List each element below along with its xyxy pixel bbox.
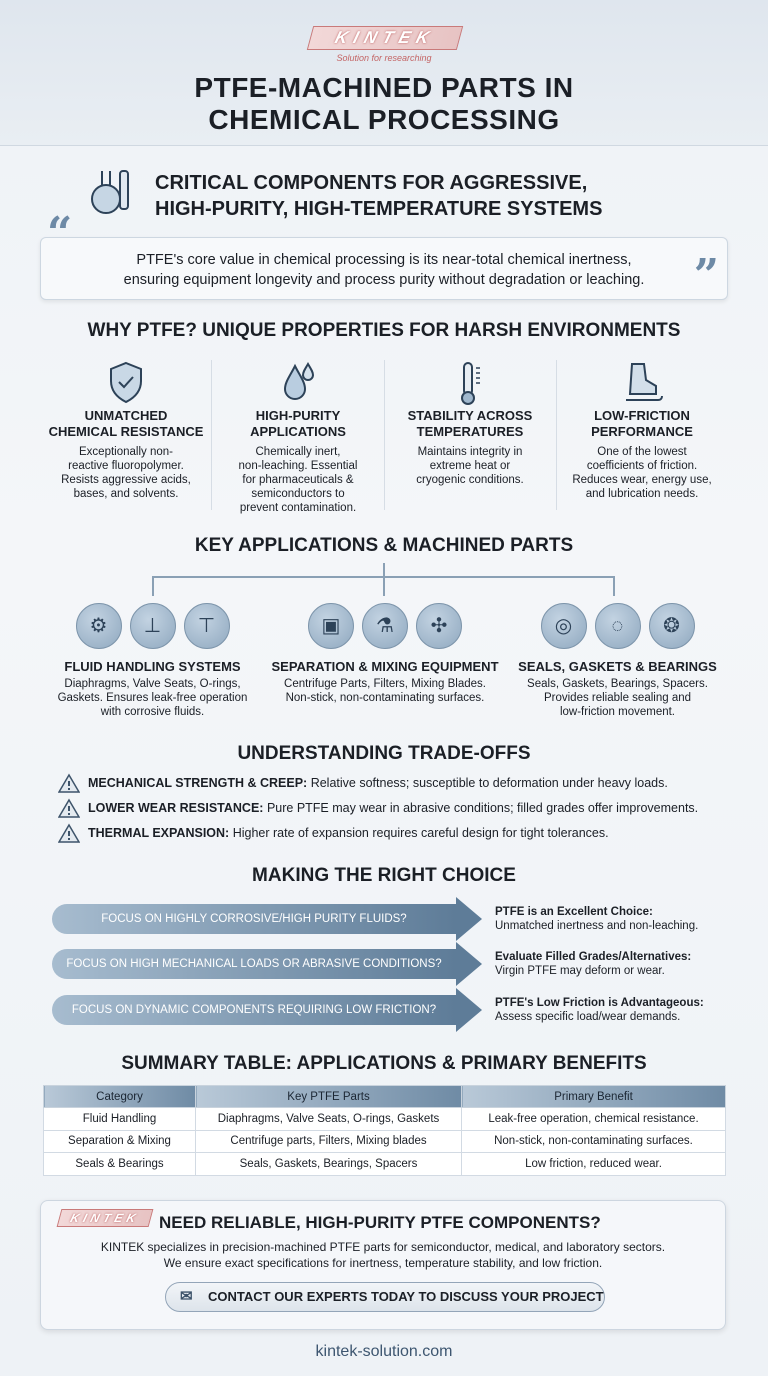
- property-desc: Exceptionally non- reactive fluoropolymer. Resists aggressive acids, bases, and solvents.: [61, 446, 191, 500]
- seal-ring-icon: ◎: [541, 603, 587, 649]
- header: [0, 0, 768, 146]
- property-card: [384, 360, 556, 487]
- shield-check-icon: [40, 360, 212, 404]
- tradeoff-item: LOWER WEAR RESISTANCE: Pure PTFE may wear in abrasive conditions; filled grades offer improvements.: [88, 801, 698, 815]
- table-cell: Diaphragms, Valve Seats, O-rings, Gaskets: [196, 1108, 462, 1131]
- page-title: PTFE-MACHINED PARTS IN CHEMICAL PROCESSING: [194, 72, 574, 135]
- droplet-icon: [212, 360, 384, 404]
- table-row: [44, 1108, 726, 1131]
- column-header: Category: [44, 1086, 196, 1108]
- warning-icon: [58, 773, 80, 793]
- gasket-icon: ◌: [595, 603, 641, 649]
- mixing-blade-icon: ✣: [416, 603, 462, 649]
- property-title: LOW-FRICTION PERFORMANCE: [591, 408, 693, 439]
- application-group-fluid: ⚙ ⊥ ⊤ FLUID HANDLING SYSTEMS Diaphragms, Valve Seats, O-rings, Gaskets. Ensures leak-free operation with corrosive fluids.: [40, 603, 265, 719]
- ice-skate-icon: [556, 360, 728, 404]
- table-cell: Low friction, reduced wear.: [462, 1153, 726, 1176]
- property-desc: Chemically inert, non-leaching. Essential for pharmaceuticals & semiconductors to prevent contamination.: [238, 446, 358, 514]
- cta-text: KINTEK specializes in precision-machined PTFE parts for semiconductor, medical, and laboratory sectors. We ensure exact specifications for inertness, temperature stability, and low friction.: [100, 1240, 666, 1270]
- pipe-valve-icon: ⊤: [184, 603, 230, 649]
- table-cell: Centrifuge parts, Filters, Mixing blades: [196, 1130, 462, 1153]
- choice-heading: MAKING THE RIGHT CHOICE: [252, 865, 516, 886]
- warning-icon: [58, 798, 80, 818]
- open-quote-icon: “: [47, 208, 73, 259]
- application-group-seals: ◎ ◌ ❂ SEALS, GASKETS & BEARINGS Seals, Gaskets, Bearings, Spacers. Provides reliable sealing and low-friction movement.: [505, 603, 730, 719]
- property-title: HIGH-PURITY APPLICATIONS: [250, 408, 346, 439]
- tradeoff-item: MECHANICAL STRENGTH & CREEP: Relative softness; susceptible to deformation under heavy loads.: [88, 776, 668, 790]
- section-subtitle: CRITICAL COMPONENTS FOR AGGRESSIVE, HIGH-PURITY, HIGH-TEMPERATURE SYSTEMS: [155, 172, 603, 220]
- logo-tagline: Solution for researching: [336, 53, 432, 63]
- tree-line: [613, 576, 615, 596]
- tree-line: [383, 576, 385, 596]
- chat-icon: ✉: [180, 1288, 193, 1305]
- table-cell: Fluid Handling: [44, 1108, 196, 1131]
- table-cell: Seals & Bearings: [44, 1153, 196, 1176]
- choice-result: PTFE is an Excellent Choice: Unmatched inertness and non-leaching.: [495, 906, 699, 932]
- lab-flask-icon: [88, 163, 142, 217]
- summary-heading: SUMMARY TABLE: APPLICATIONS & PRIMARY BENEFITS: [121, 1053, 647, 1074]
- tree-line: [152, 576, 154, 596]
- close-quote-icon: ”: [693, 250, 719, 301]
- column-header: Primary Benefit: [462, 1086, 726, 1108]
- button-label: CONTACT OUR EXPERTS TODAY TO DISCUSS YOUR PROJECT: [208, 1289, 604, 1304]
- centrifuge-icon: ▣: [308, 603, 354, 649]
- application-group-separation: ▣ ⚗ ✣ SEPARATION & MIXING EQUIPMENT Centrifuge Parts, Filters, Mixing Blades. Non-stick, non-contaminating surfaces.: [265, 603, 505, 705]
- property-card: [40, 360, 212, 501]
- property-desc: One of the lowest coefficients of friction. Reduces wear, energy use, and lubrication needs.: [572, 446, 712, 500]
- property-title: STABILITY ACROSS TEMPERATURES: [407, 408, 533, 439]
- why-heading: WHY PTFE? UNIQUE PROPERTIES FOR HARSH ENVIRONMENTS: [87, 320, 681, 341]
- table-cell: Non-stick, non-contaminating surfaces.: [462, 1130, 726, 1153]
- tree-line: [383, 563, 385, 577]
- choice-result: Evaluate Filled Grades/Alternatives: Virgin PTFE may deform or wear.: [495, 951, 692, 977]
- table-row: [44, 1153, 726, 1176]
- property-card: [556, 360, 728, 501]
- property-desc: Maintains integrity in extreme heat or cryogenic conditions.: [416, 446, 524, 486]
- column-header: Key PTFE Parts: [196, 1086, 462, 1108]
- cta-heading: NEED RELIABLE, HIGH-PURITY PTFE COMPONENTS?: [159, 1213, 601, 1232]
- table-cell: Separation & Mixing: [44, 1130, 196, 1153]
- table-cell: Seals, Gaskets, Bearings, Spacers: [196, 1153, 462, 1176]
- thermometer-icon: [384, 360, 556, 406]
- table-cell: Leak-free operation, chemical resistance.: [462, 1108, 726, 1131]
- property-title: UNMATCHED CHEMICAL RESISTANCE: [48, 408, 204, 439]
- pump-icon: ⚙: [76, 603, 122, 649]
- flask-icon: ⚗: [362, 603, 408, 649]
- contact-experts-button[interactable]: [165, 1282, 605, 1312]
- table-row: [44, 1130, 726, 1153]
- warning-icon: [58, 823, 80, 843]
- kintek-logo: KINTEK: [57, 1209, 154, 1227]
- applications-heading: KEY APPLICATIONS & MACHINED PARTS: [194, 535, 574, 556]
- summary-table: [43, 1085, 726, 1176]
- property-card: [212, 360, 384, 515]
- kintek-logo: KINTEK: [307, 26, 463, 50]
- footer-url[interactable]: kintek-solution.com: [315, 1343, 453, 1360]
- bearing-icon: ❂: [649, 603, 695, 649]
- choice-result: PTFE's Low Friction is Advantageous: Assess specific load/wear demands.: [495, 997, 704, 1023]
- valve-icon: ⊥: [130, 603, 176, 649]
- tradeoff-item: THERMAL EXPANSION: Higher rate of expansion requires careful design for tight tolerances.: [88, 826, 609, 840]
- tradeoffs-heading: UNDERSTANDING TRADE-OFFS: [237, 743, 531, 764]
- key-quote: “ PTFE's core value in chemical processing is its near-total chemical inertness, ensuring equipment longevity and process purity without degradation or leaching. ”: [40, 237, 728, 300]
